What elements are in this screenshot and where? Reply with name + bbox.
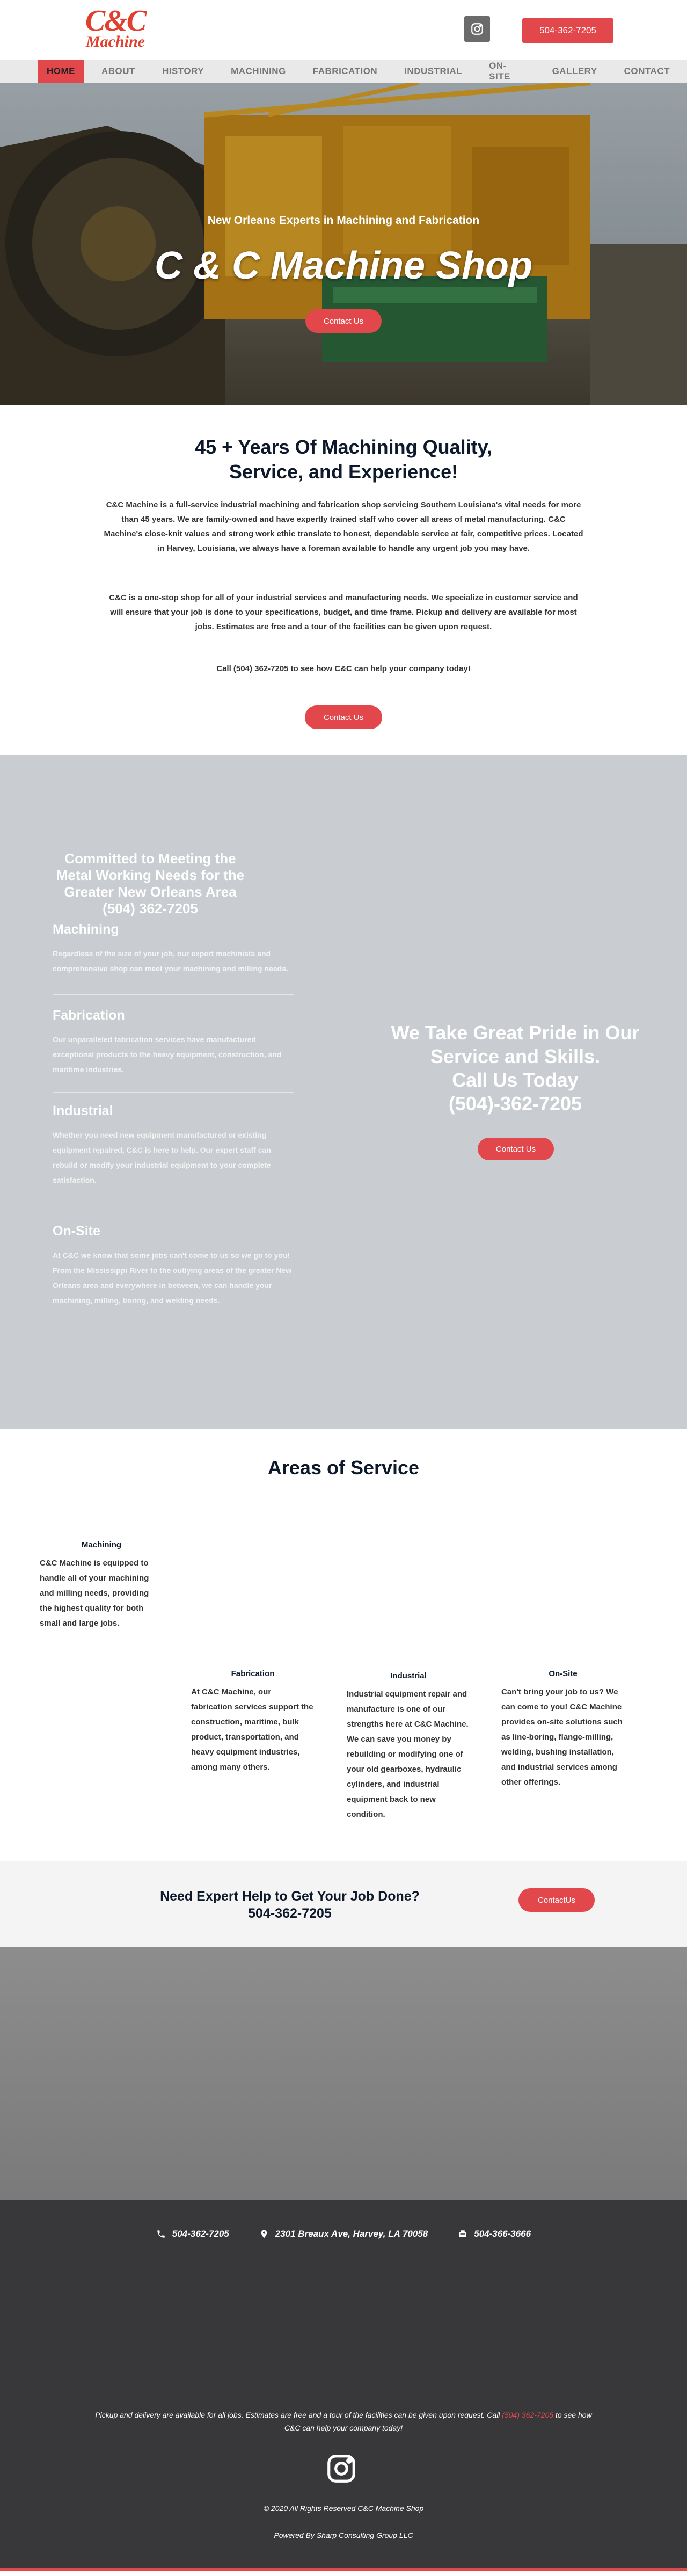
footer-note-phone[interactable]: (504) 362-7205 <box>502 2411 554 2419</box>
service-fabrication <box>53 1008 294 1077</box>
area-text: C&C Machine is equipped to handle all of your machining and milling needs, providing the highest quality for both small and large jobs. <box>40 1559 149 1628</box>
footer-address-text: 2301 Breaux Ave, Harvey, LA 70058 <box>275 2229 428 2239</box>
cta-line2: 504-362-7205 <box>248 1906 332 1921</box>
areas-section <box>0 1429 687 1861</box>
phone-icon <box>156 2229 166 2239</box>
area-title-link[interactable]: Industrial <box>390 1671 427 1680</box>
area-text: Can't bring your job to us? We can come to you! C&C Machine provides on-site solutions such as line-boring, flange-milling, welding, bushing installation, and industrial services among other offerings. <box>501 1687 623 1787</box>
about-heading: 45 + Years Of Machining Quality, Service, and Experience! <box>195 436 492 483</box>
service-title: Industrial <box>53 1103 113 1118</box>
about-paragraph-1: C&C Machine is a full-service industrial machining and fabrication shop servicing Southern Louisiana's vital needs for more than 45 years. We are family-owned and have expertly trained staff who cover all areas of metal manufacturing. C&C Machine's close-knit values and strong work ethic translate to honest, dependable service at fair, competitive prices. Located in Harvey, Louisiana, we always have a foreman available to handle any urgent job you may have. <box>104 500 583 553</box>
nav-gallery[interactable]: GALLERY <box>552 66 597 76</box>
logo[interactable] <box>81 4 150 50</box>
nav-fabrication[interactable]: FABRICATION <box>312 66 378 76</box>
divider <box>53 1092 294 1093</box>
footer-fax[interactable] <box>458 2229 531 2239</box>
area-machining <box>40 1540 163 1631</box>
service-title: Fabrication <box>53 1008 125 1023</box>
nav-about[interactable]: ABOUT <box>101 66 135 76</box>
about-section <box>0 405 687 755</box>
footer-contact-row <box>0 2229 687 2239</box>
logo-line2: Machine <box>85 33 145 50</box>
nav-history[interactable]: HISTORY <box>162 66 204 76</box>
service-text: Whether you need new equipment manufactured or existing equipment repaired, C&C is here to help. Our expert staff can rebuild or modify your industrial equipment to your complete satisfaction. <box>53 1131 271 1184</box>
cta-line1: Need Expert Help to Get Your Job Done? <box>160 1889 420 1904</box>
instagram-icon[interactable] <box>464 16 490 42</box>
map-pin-icon <box>259 2229 269 2239</box>
footer-phone[interactable] <box>156 2229 229 2239</box>
footer-note: Pickup and delivery are available for all jobs. Estimates are free and a tour of the facilities can be given upon request. Call (504) 362-7205 to see how C&C can help your company today! <box>95 2411 592 2432</box>
area-text: At C&C Machine, our fabrication services support the construction, maritime, bulk product, transportation, and heavy equipment industries, among many others. <box>191 1687 313 1772</box>
nav-industrial[interactable]: INDUSTRIAL <box>404 66 463 76</box>
pride-message <box>376 1021 655 1116</box>
about-contact-button[interactable]: Contact Us <box>305 705 382 729</box>
cta-band <box>0 1861 687 1947</box>
services-lead: Committed to Meeting the Metal Working Needs for the Greater New Orleans Area (504) 362-7205 <box>56 850 245 916</box>
areas-heading: Areas of Service <box>267 1457 420 1479</box>
area-title-link[interactable]: On-Site <box>549 1669 578 1678</box>
map-placeholder <box>0 1947 687 2200</box>
pride-contact-button[interactable]: Contact Us <box>478 1138 554 1160</box>
service-text: Regardless of the size of your job, our expert machinists and comprehensive shop can meet your machining and milling needs. <box>53 949 288 973</box>
services-section <box>0 755 687 1429</box>
cta-text <box>156 1888 424 1922</box>
service-machining <box>53 922 294 976</box>
service-title: Machining <box>53 922 119 937</box>
cta-contact-button[interactable]: ContactUs <box>518 1888 595 1912</box>
fax-icon <box>458 2229 467 2239</box>
copyright: © 2020 All Rights Reserved C&C Machine Shop <box>263 2504 424 2513</box>
site-header <box>0 0 687 60</box>
area-title-link[interactable]: Machining <box>81 1540 122 1549</box>
footer-accent-line <box>0 2568 687 2571</box>
nav-home[interactable]: HOME <box>38 60 84 83</box>
logo-line1: C&C <box>85 4 146 38</box>
service-industrial <box>53 1103 294 1188</box>
area-title-link[interactable]: Fabrication <box>231 1669 275 1678</box>
main-nav <box>0 60 687 83</box>
pride-line1: We Take Great Pride in Our Service and Skills. <box>391 1022 640 1067</box>
divider <box>53 994 294 995</box>
pride-line2: Call Us Today <box>452 1069 579 1091</box>
about-paragraph-3: Call (504) 362-7205 to see how C&C can help your company today! <box>216 664 471 673</box>
footer-phone-text: 504-362-7205 <box>172 2229 229 2239</box>
service-text: Our unparalleled fabrication services have manufactured exceptional products to the heavy equipment, construction, and maritime industries. <box>53 1035 282 1074</box>
hero-title: C & C Machine Shop <box>154 244 533 287</box>
service-on-site <box>53 1224 294 1308</box>
area-fabrication <box>191 1669 315 1775</box>
about-paragraph-2: C&C is a one-stop shop for all of your industrial services and manufacturing needs. We specialize in customer service and will ensure that your job is done to your specifications, budget, and time frame. Pickup and delivery are available for most jobs. Estimates are free and a tour of the facilities can be given upon request. <box>109 593 578 631</box>
site-footer <box>0 2200 687 2571</box>
instagram-icon[interactable] <box>325 2452 358 2485</box>
service-title: On-Site <box>53 1224 100 1239</box>
nav-on-site[interactable]: ON-SITE <box>489 61 510 82</box>
powered-by[interactable]: Powered By Sharp Consulting Group LLC <box>274 2531 413 2539</box>
service-text: At C&C we know that some jobs can't come to us so we go to you! From the Mississippi River to the outlying areas of the greater New Orleans area and everywhere in between, we can handle your machining, milling, boring, and welding needs. <box>53 1251 291 1305</box>
header-phone-button[interactable]: 504-362-7205 <box>522 18 613 43</box>
area-text: Industrial equipment repair and manufacture is one of our strengths here at C&C Machine. We can save you money by rebuilding or modifying one of your old gearboxes, hydraulic cylinders, and industrial equipment back to new condition. <box>347 1690 469 1819</box>
area-industrial <box>347 1671 470 1822</box>
pride-line3: (504)-362-7205 <box>448 1093 582 1115</box>
nav-machining[interactable]: MACHINING <box>231 66 286 76</box>
footer-address[interactable] <box>259 2229 428 2239</box>
footer-fax-text: 504-366-3666 <box>474 2229 531 2239</box>
hero-banner <box>0 83 687 405</box>
hero-contact-button[interactable]: Contact Us <box>305 309 382 333</box>
area-on-site <box>501 1669 625 1790</box>
nav-contact[interactable]: CONTACT <box>624 66 670 76</box>
hero-subtitle: New Orleans Experts in Machining and Fabrication <box>207 214 480 227</box>
